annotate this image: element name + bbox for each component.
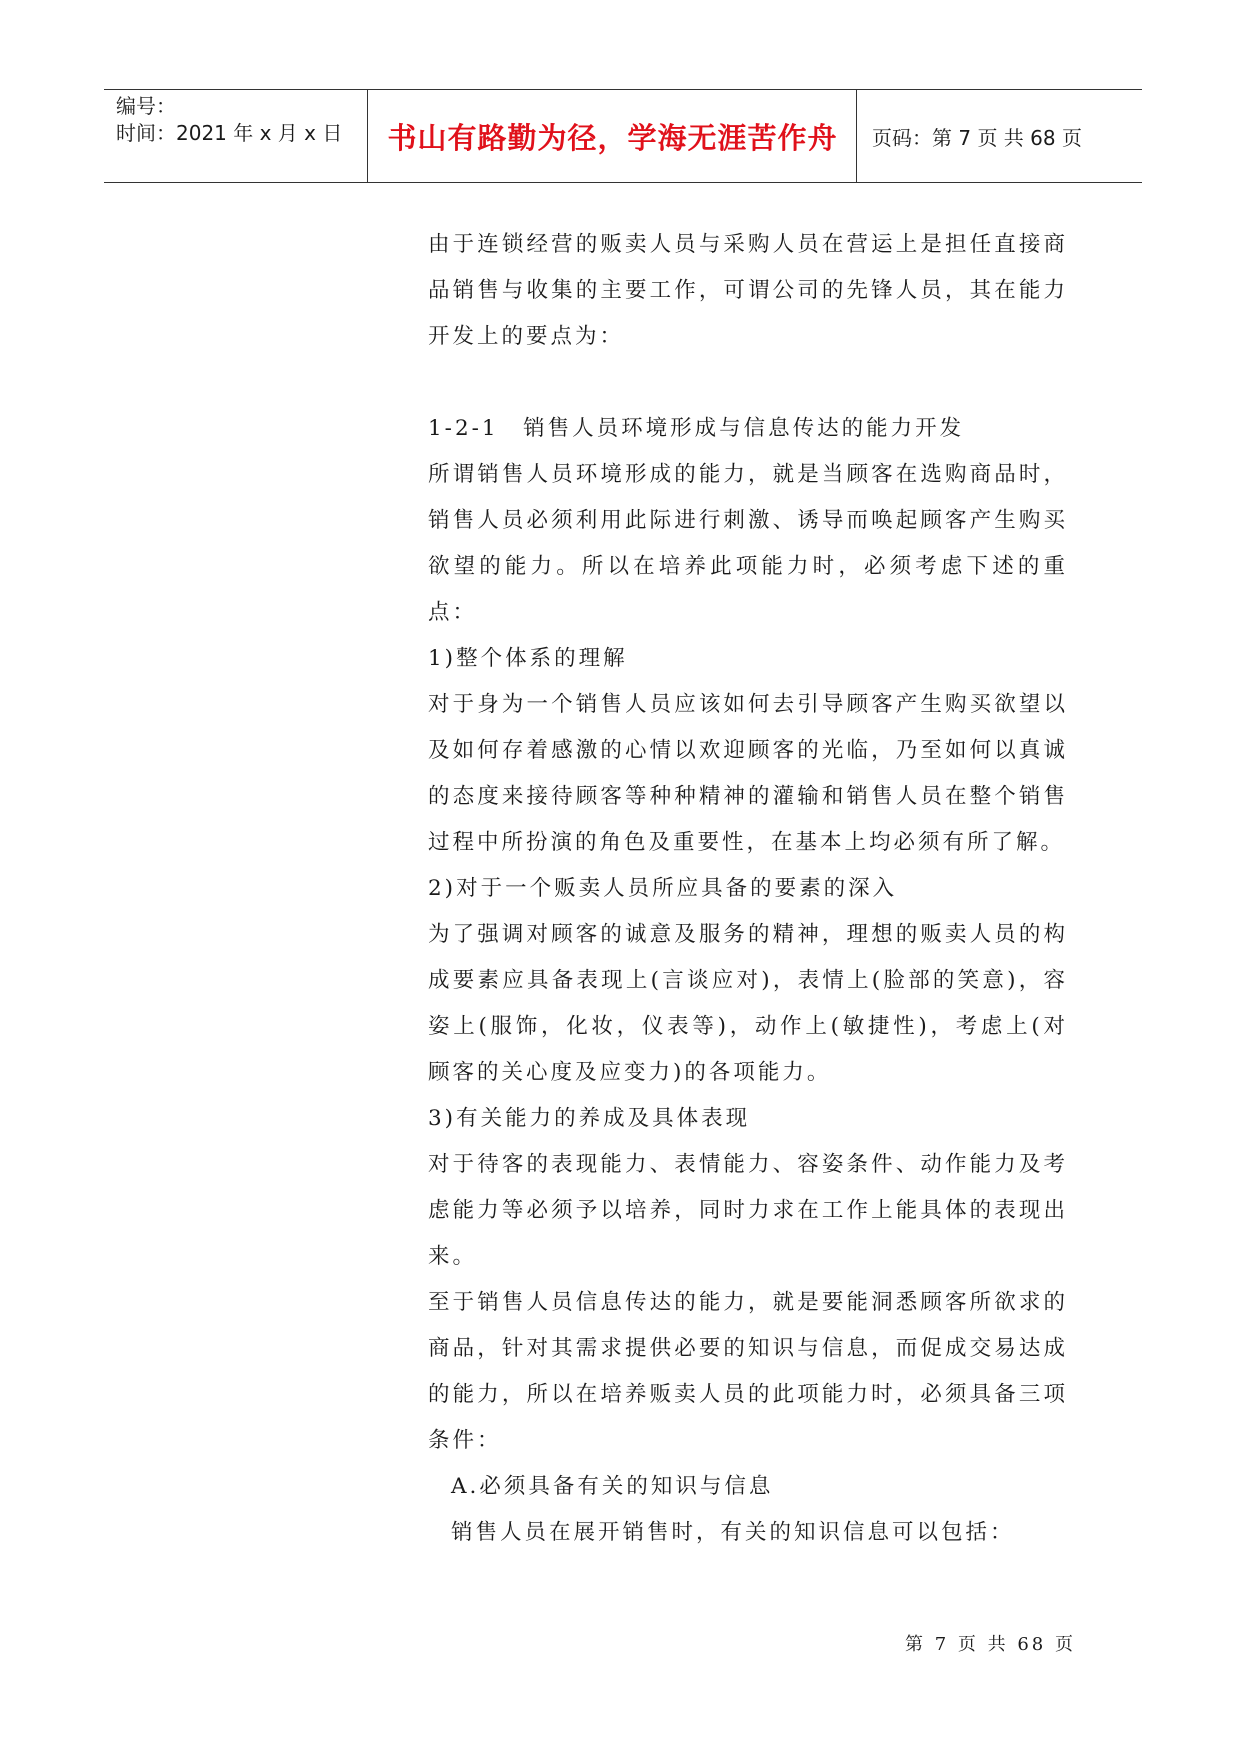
header-motto: 书山有路勤为径，学海无涯苦作舟 [369, 90, 857, 182]
paragraph-environment: 所谓销售人员环境形成的能力，就是当顾客在选购商品时，销售人员必须利用此际进行刺激、诱导而唤起顾客产生购买欲望的能力。所以在培养此项能力时，必须考虑下述的重点： [428, 462, 1068, 625]
condition-a-text: 销售人员在展开销售时，有关的知识信息可以包括： [451, 1520, 1015, 1545]
item-3-text: 对于待客的表现能力、表情能力、容姿条件、动作能力及考虑能力等必须予以培养，同时力求在工作上能具体的表现出来。 [428, 1152, 1068, 1269]
header-page-number: 页码：第 7 页 共 68 页 [872, 125, 1082, 150]
intro-paragraph: 由于连锁经营的贩卖人员与采购人员在营运上是担任直接商品销售与收集的主要工作，可谓公司的先锋人员，其在能力开发上的要点为： [428, 232, 1068, 349]
document-body [428, 222, 1068, 1556]
page-header [104, 89, 1142, 183]
paragraph-information: 至于销售人员信息传达的能力，就是要能洞悉顾客所欲求的商品，针对其需求提供必要的知识与信息，而促成交易达成的能力，所以在培养贩卖人员的此项能力时，必须具备三项条件： [428, 1290, 1068, 1453]
condition-a-title: A.必须具备有关的知识与信息 [451, 1474, 774, 1499]
item-2-title: 2)对于一个贩卖人员所应具备的要素的深入 [428, 876, 898, 901]
section-heading: 1-2-1 销售人员环境形成与信息传达的能力开发 [428, 416, 965, 441]
header-info-cell [104, 90, 368, 182]
item-1-title: 1)整个体系的理解 [428, 646, 628, 671]
doc-number-label: 编号： [116, 94, 176, 118]
page-footer: 第 7 页 共 68 页 [905, 1634, 1076, 1655]
item-1-text: 对于身为一个销售人员应该如何去引导顾客产生购买欲望以及如何存着感激的心情以欢迎顾客的光临，乃至如何以真诚的态度来接待顾客等种种精神的灌输和销售人员在整个销售过程中所扮演的角色及重要性，在基本上均必须有所了解。 [428, 692, 1068, 855]
item-2-text: 为了强调对顾客的诚意及服务的精神，理想的贩卖人员的构成要素应具备表现上(言谈应对)，表情上(脸部的笑意)，容姿上(服饰，化妆，仪表等)，动作上(敏捷性)，考虑上(对顾客的关心度及应变力)的各项能力。 [428, 922, 1068, 1085]
item-3-title: 3)有关能力的养成及具体表现 [428, 1106, 751, 1131]
paragraph-gap [428, 360, 1068, 406]
doc-time-label: 时间：2021 年 x 月 x 日 [116, 121, 343, 145]
